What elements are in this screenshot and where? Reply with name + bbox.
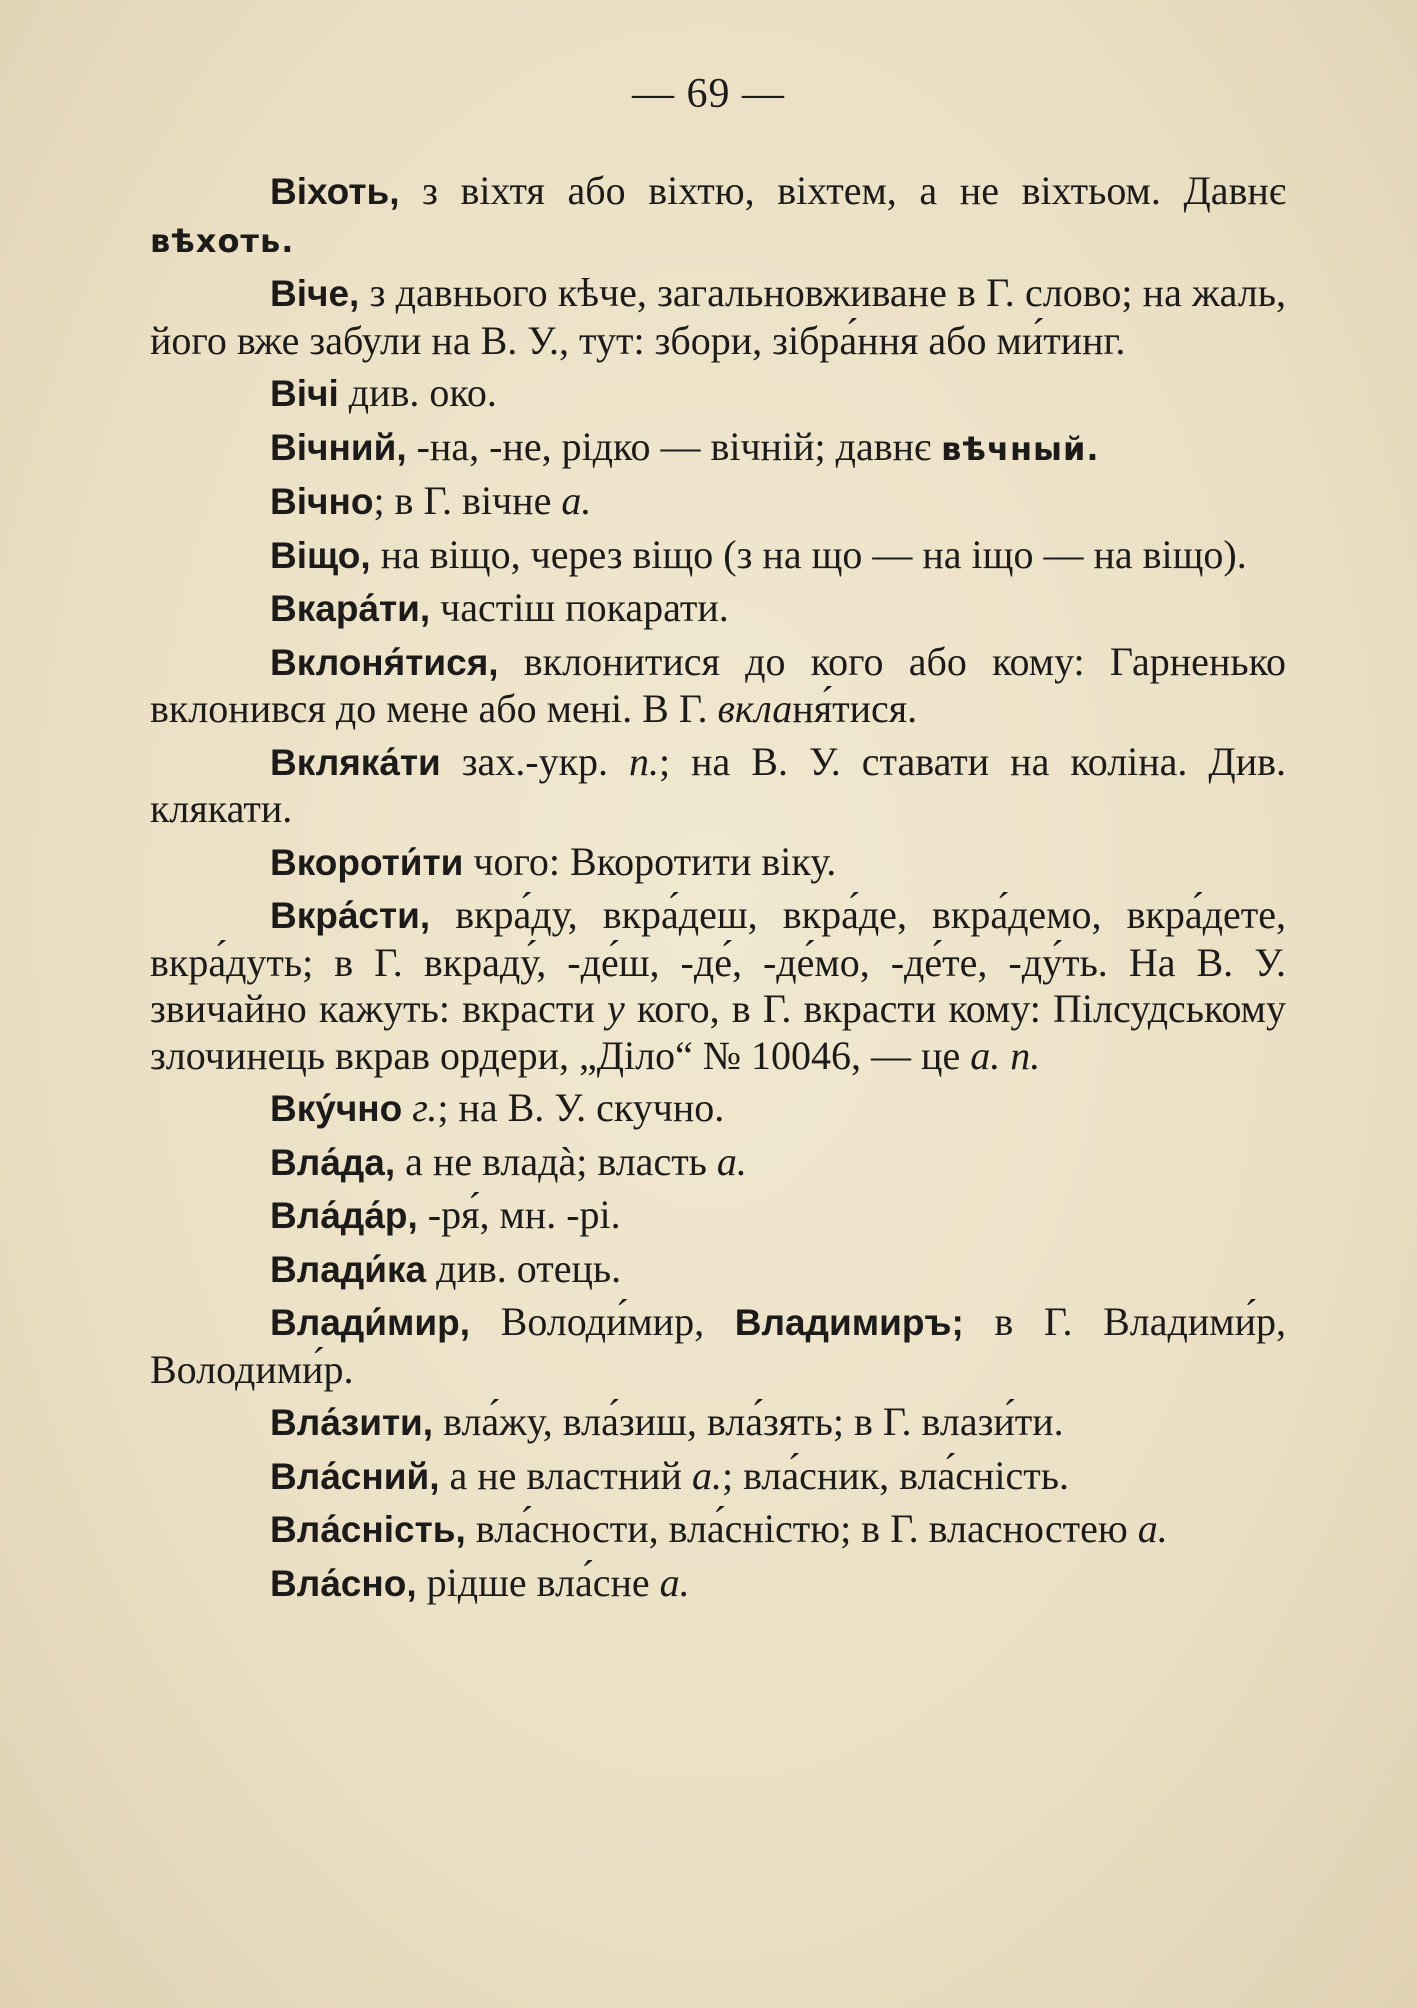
entry-text: зах.-укр. [440,738,630,784]
entry-text: див. око. [338,370,497,415]
entry-text: див. отець. [426,1245,622,1291]
entry [150,585,1286,633]
headword: Вкара́ти, [270,588,431,629]
headword: Вла́зити, [270,1402,434,1443]
entry-text: ; на В. У. ставати на коліна. Див. клякати. [150,738,1287,831]
headword: Віхоть, [270,171,400,212]
abbrev: а. [659,1559,690,1605]
entry-text: кого, в Г. вкрасти кому: Пілсудському злочинець вкрав ордери, „Діло“ № 10046, — це [150,986,1286,1078]
italic-form: вкла [717,686,793,731]
entry [150,1506,1286,1554]
entry-text: з віхтя або віхтю, віхтем, а не віхтьом. Давнє [399,168,1286,213]
headword: Влади́мир, [270,1302,471,1343]
entry-text: частіш покарати. [430,585,729,630]
entry-text: -на, -не, рідко — вічній; давнє [406,423,942,469]
entry-text: Володи́мир, [470,1299,735,1344]
abbrev: а. [691,1452,722,1498]
entry-text: на віщо, через віщо (з на що — на іщо — на віщо). [370,531,1247,577]
entry [150,1246,1286,1294]
entry-text: ; в Г. вічне [373,478,562,523]
entry [150,532,1286,580]
entry-text: ; вла́сник, вла́сність. [721,1452,1069,1498]
entry-text: ; на В. У. скучно. [437,1085,725,1130]
abbrev: а. п. [970,1032,1041,1078]
entry [150,892,1286,1079]
entry-text: в Г. Владими́р, Володими́р. [150,1299,1287,1392]
abbrev: г. [402,1085,438,1130]
entry-text: вклонитися до кого або кому: Гарненько вклонився до мене або мені. В Г. [150,638,1286,731]
headword: Віче, [270,273,360,314]
entry [150,1299,1286,1393]
entry [150,478,1286,526]
headword: Вла́сно, [270,1562,417,1604]
dictionary-entries [150,168,1286,1613]
headword: Вла́да, [270,1141,396,1183]
old-form: Владимиръ; [734,1302,964,1343]
entry [150,424,1286,473]
headword: Вклоня́тися, [270,641,499,683]
headword: Вла́да́р, [270,1195,418,1236]
old-form: вѣчный. [941,429,1100,468]
headword: Вку́чно [270,1088,403,1129]
headword: Вкляка́ти [270,741,441,783]
italic-form: у [606,986,625,1031]
entry-text: вла́сности, вла́сністю; в Г. власностею [465,1506,1138,1551]
abbrev: п. [629,738,660,784]
entry-text: а не властний [439,1452,692,1498]
headword: Влади́ка [270,1248,427,1290]
abbrev: а. [716,1138,747,1184]
entry [150,270,1286,364]
old-form: вѣхоть. [150,221,295,260]
entry [150,1560,1286,1608]
entry [150,1399,1286,1447]
entry-text: а не владà; власть [395,1138,717,1184]
entry-text: чого: Вкоротити віку. [463,838,837,884]
entry-text: -ря́, мн. -рі. [417,1192,621,1237]
entry [150,839,1286,887]
entry [150,168,1286,264]
headword: Вічі [270,373,339,414]
entry-text: ня́тися. [792,686,918,731]
headword: Вкра́сти, [270,895,431,936]
headword: Вічно [270,481,374,522]
entry-text: з давнього кѣче, загальновживане в Г. слово; на жаль, його вже забули на В. У., тут: збори, зібра́ння або ми́тинг. [150,270,1286,363]
entry [150,1085,1286,1133]
headword: Віщо, [270,534,371,576]
abbrev: а. [561,478,592,523]
abbrev: а. [1137,1506,1168,1551]
entry [150,1139,1286,1187]
page-number: — 69 — [632,71,785,117]
entry [150,370,1286,418]
entry-text: вкра́ду, вкра́деш, вкра́де, вкра́демо, вкра́дете, вкра́дуть; в Г. вкраду́, -де́ш, -де́, -де́мо, -де́те, -ду́ть. На В. У. звичайно кажуть: вкрасти [150,892,1286,1031]
headword: Вла́сність, [270,1509,466,1550]
headword: Вла́сний, [270,1455,440,1497]
entry [150,739,1286,833]
entry [150,639,1286,733]
headword: Вічний, [270,426,407,468]
entry [150,1453,1286,1501]
entry-text: вла́жу, вла́зиш, вла́зять; в Г. влази́ти. [433,1399,1064,1444]
headword: Вкороти́ти [270,841,464,883]
entry [150,1192,1286,1240]
entry-text: рідше вла́сне [416,1559,660,1605]
